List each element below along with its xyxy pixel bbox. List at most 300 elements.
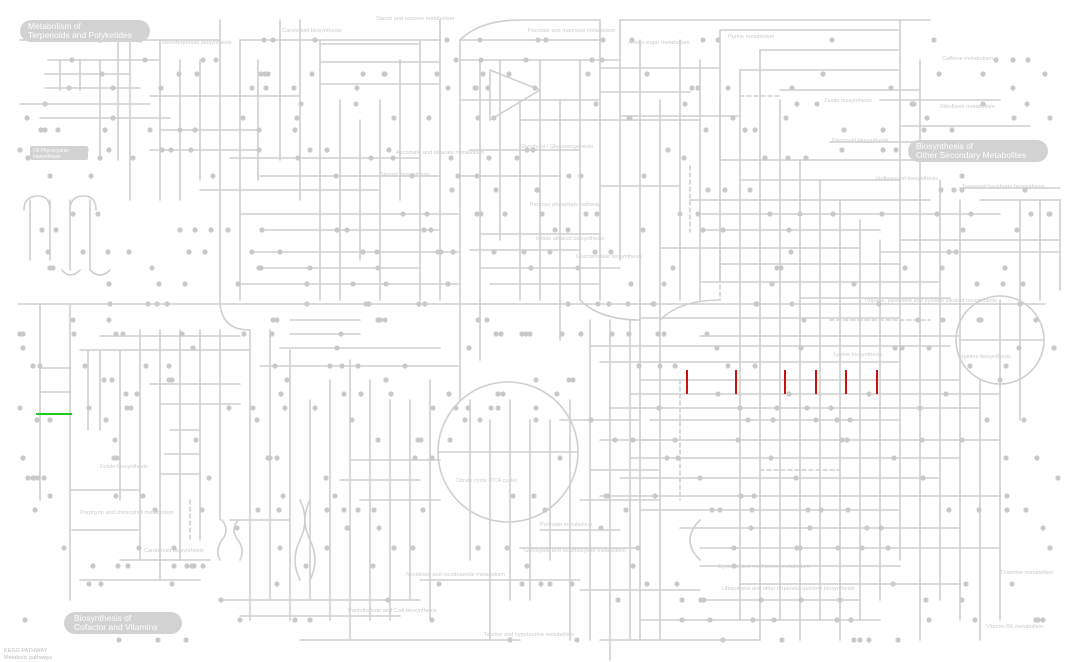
compound-node[interactable] <box>762 155 767 160</box>
compound-node[interactable] <box>626 331 631 336</box>
compound-node[interactable] <box>984 417 989 422</box>
compound-node[interactable] <box>786 227 791 232</box>
compound-node[interactable] <box>559 331 564 336</box>
compound-node[interactable] <box>125 563 130 568</box>
compound-node[interactable] <box>303 563 308 568</box>
compound-node[interactable] <box>261 37 266 42</box>
compound-node[interactable] <box>835 545 840 550</box>
compound-node[interactable] <box>1033 317 1038 322</box>
compound-node[interactable] <box>333 173 338 178</box>
compound-node[interactable] <box>199 507 204 512</box>
compound-node[interactable] <box>453 57 458 62</box>
compound-node[interactable] <box>963 581 968 586</box>
compound-node[interactable] <box>32 507 37 512</box>
compound-node[interactable] <box>450 249 455 254</box>
compound-node[interactable] <box>486 155 491 160</box>
compound-node[interactable] <box>578 331 583 336</box>
compound-node[interactable] <box>45 249 50 254</box>
compound-node[interactable] <box>839 147 844 152</box>
compound-node[interactable] <box>1055 475 1060 480</box>
compound-node[interactable] <box>262 71 267 76</box>
compound-node[interactable] <box>200 563 205 568</box>
compound-node[interactable] <box>106 281 111 286</box>
compound-node[interactable] <box>176 71 181 76</box>
pathway-label[interactable]: Carotenoid biosynthesis <box>144 548 204 554</box>
compound-node[interactable] <box>844 437 849 442</box>
compound-node[interactable] <box>725 85 730 90</box>
compound-node[interactable] <box>475 115 480 120</box>
compound-node[interactable] <box>566 173 571 178</box>
compound-node[interactable] <box>41 475 46 480</box>
compound-node[interactable] <box>291 85 296 90</box>
compound-node[interactable] <box>17 147 22 152</box>
compound-node[interactable] <box>630 437 635 442</box>
compound-node[interactable] <box>972 617 977 622</box>
compound-node[interactable] <box>594 211 599 216</box>
compound-node[interactable] <box>892 345 897 350</box>
compound-node[interactable] <box>644 71 649 76</box>
pathway-label[interactable]: Citrate cycle (TCA cycle) <box>456 478 518 484</box>
compound-node[interactable] <box>17 405 22 410</box>
compound-node[interactable] <box>169 377 174 382</box>
compound-node[interactable] <box>583 211 588 216</box>
compound-node[interactable] <box>1004 493 1009 498</box>
pathway-label[interactable]: Glyoxylate and dicarboxylate metabolism <box>524 548 626 554</box>
compound-node[interactable] <box>156 281 161 286</box>
compound-node[interactable] <box>447 437 452 442</box>
compound-node[interactable] <box>350 281 355 286</box>
compound-node[interactable] <box>182 281 187 286</box>
compound-node[interactable] <box>366 301 371 306</box>
compound-node[interactable] <box>38 127 43 132</box>
compound-node[interactable] <box>976 507 981 512</box>
compound-node[interactable] <box>334 227 339 232</box>
compound-node[interactable] <box>655 331 660 336</box>
compound-node[interactable] <box>272 363 277 368</box>
compound-node[interactable] <box>1017 301 1022 306</box>
compound-node[interactable] <box>20 331 25 336</box>
compound-node[interactable] <box>304 281 309 286</box>
compound-node[interactable] <box>354 85 359 90</box>
compound-node[interactable] <box>123 391 128 396</box>
pathway-label[interactable]: Ascorbate and aldarate metabolism <box>396 150 484 156</box>
compound-node[interactable] <box>368 155 373 160</box>
compound-node[interactable] <box>190 345 195 350</box>
compound-node[interactable] <box>895 637 900 642</box>
compound-node[interactable] <box>834 417 839 422</box>
compound-node[interactable] <box>410 545 415 550</box>
compound-node[interactable] <box>738 493 743 498</box>
compound-node[interactable] <box>80 249 85 254</box>
compound-node[interactable] <box>1002 265 1007 270</box>
pathway-label[interactable]: Carotenoid biosynthesis <box>282 28 342 34</box>
compound-node[interactable] <box>866 637 871 642</box>
compound-node[interactable] <box>376 525 381 530</box>
compound-node[interactable] <box>140 493 145 498</box>
compound-node[interactable] <box>126 249 131 254</box>
compound-node[interactable] <box>115 563 120 568</box>
compound-node[interactable] <box>939 265 944 270</box>
compound-node[interactable] <box>353 101 358 106</box>
compound-node[interactable] <box>715 391 720 396</box>
compound-node[interactable] <box>807 525 812 530</box>
compound-node[interactable] <box>783 115 788 120</box>
compound-node[interactable] <box>22 617 27 622</box>
compound-node[interactable] <box>538 581 543 586</box>
compound-node[interactable] <box>102 127 107 132</box>
compound-node[interactable] <box>386 147 391 152</box>
compound-node[interactable] <box>478 211 483 216</box>
compound-node[interactable] <box>554 391 559 396</box>
compound-node[interactable] <box>110 115 115 120</box>
compound-node[interactable] <box>770 417 775 422</box>
compound-node[interactable] <box>1014 227 1019 232</box>
compound-node[interactable] <box>612 437 617 442</box>
compound-node[interactable] <box>943 391 948 396</box>
compound-node[interactable] <box>177 127 182 132</box>
compound-node[interactable] <box>277 249 282 254</box>
pathway-label[interactable]: Terpenoid backbone biosynthesis <box>962 184 1045 190</box>
compound-node[interactable] <box>767 211 772 216</box>
pathway-label[interactable]: Riboflavin metabolism <box>940 104 995 110</box>
compound-node[interactable] <box>682 101 687 106</box>
compound-node[interactable] <box>324 147 329 152</box>
compound-node[interactable] <box>179 331 184 336</box>
compound-node[interactable] <box>665 147 670 152</box>
compound-node[interactable] <box>814 101 819 106</box>
compound-node[interactable] <box>256 265 261 270</box>
compound-node[interactable] <box>804 405 809 410</box>
compound-node[interactable] <box>1003 363 1008 368</box>
compound-node[interactable] <box>20 345 25 350</box>
pathway-label[interactable]: Folate biosynthesis <box>100 464 148 470</box>
compound-node[interactable] <box>709 507 714 512</box>
compound-node[interactable] <box>603 493 608 498</box>
compound-node[interactable] <box>177 227 182 232</box>
compound-node[interactable] <box>751 493 756 498</box>
compound-node[interactable] <box>974 281 979 286</box>
compound-node[interactable] <box>786 391 791 396</box>
compound-node[interactable] <box>599 57 604 62</box>
compound-node[interactable] <box>569 581 574 586</box>
pathway-label[interactable]: Purine metabolism <box>728 34 775 40</box>
compound-node[interactable] <box>1047 211 1052 216</box>
compound-node[interactable] <box>412 455 417 460</box>
compound-node[interactable] <box>206 475 211 480</box>
compound-node[interactable] <box>959 597 964 602</box>
compound-node[interactable] <box>130 155 135 160</box>
compound-node[interactable] <box>61 545 66 550</box>
compound-node[interactable] <box>1003 455 1008 460</box>
compound-node[interactable] <box>661 281 666 286</box>
compound-node[interactable] <box>307 147 312 152</box>
compound-node[interactable] <box>124 405 129 410</box>
compound-node[interactable] <box>250 405 255 410</box>
compound-node[interactable] <box>495 391 500 396</box>
compound-node[interactable] <box>383 377 388 382</box>
compound-node[interactable] <box>725 363 730 368</box>
compound-node[interactable] <box>226 405 231 410</box>
compound-node[interactable] <box>110 85 115 90</box>
compound-node[interactable] <box>143 363 148 368</box>
compound-node[interactable] <box>731 545 736 550</box>
compound-node[interactable] <box>552 227 557 232</box>
pathway-label[interactable]: Thiamine metabolism <box>1000 570 1054 576</box>
compound-node[interactable] <box>349 417 354 422</box>
compound-node[interactable] <box>70 317 75 322</box>
compound-node[interactable] <box>949 127 954 132</box>
compound-node[interactable] <box>307 617 312 622</box>
compound-node[interactable] <box>1028 211 1033 216</box>
compound-node[interactable] <box>695 85 700 90</box>
compound-node[interactable] <box>168 147 173 152</box>
compound-node[interactable] <box>717 507 722 512</box>
compound-node[interactable] <box>598 525 603 530</box>
compound-node[interactable] <box>794 101 799 106</box>
compound-node[interactable] <box>449 187 454 192</box>
compound-node[interactable] <box>477 37 482 42</box>
compound-node[interactable] <box>34 417 39 422</box>
compound-node[interactable] <box>284 377 289 382</box>
compound-node[interactable] <box>462 417 467 422</box>
compound-node[interactable] <box>758 597 763 602</box>
compound-node[interactable] <box>539 211 544 216</box>
compound-node[interactable] <box>186 249 191 254</box>
pathway-label[interactable]: Fructose and mannose metabolism <box>528 28 616 34</box>
compound-node[interactable] <box>644 581 649 586</box>
compound-node[interactable] <box>715 37 720 42</box>
compound-node[interactable] <box>841 127 846 132</box>
compound-node[interactable] <box>493 187 498 192</box>
compound-node[interactable] <box>1033 617 1038 622</box>
compound-node[interactable] <box>390 155 395 160</box>
compound-node[interactable] <box>589 57 594 62</box>
pathway-label[interactable]: Indole alkaloid biosynthesis <box>536 236 605 242</box>
compound-node[interactable] <box>134 391 139 396</box>
compound-node[interactable] <box>566 377 571 382</box>
compound-node[interactable] <box>917 405 922 410</box>
compound-node[interactable] <box>737 405 742 410</box>
compound-node[interactable] <box>488 405 493 410</box>
compound-node[interactable] <box>391 545 396 550</box>
compound-node[interactable] <box>416 301 421 306</box>
compound-node[interactable] <box>839 437 844 442</box>
pathway-label[interactable]: Amino sugar metabolism <box>628 40 690 46</box>
compound-node[interactable] <box>920 475 925 480</box>
compound-node[interactable] <box>848 617 853 622</box>
compound-node[interactable] <box>42 101 47 106</box>
compound-node[interactable] <box>1051 345 1056 350</box>
compound-node[interactable] <box>292 617 297 622</box>
compound-node[interactable] <box>158 85 163 90</box>
pathway-label[interactable]: Pantothenate and CoA biosynthesis <box>348 608 437 614</box>
pathway-label[interactable]: Caffeine metabolism <box>942 56 993 62</box>
compound-node[interactable] <box>960 227 965 232</box>
compound-node[interactable] <box>70 211 75 216</box>
compound-node[interactable] <box>661 331 666 336</box>
compound-node[interactable] <box>847 417 852 422</box>
compound-node[interactable] <box>934 211 939 216</box>
compound-node[interactable] <box>890 581 895 586</box>
compound-node[interactable] <box>292 127 297 132</box>
compound-node[interactable] <box>278 391 283 396</box>
compound-node[interactable] <box>720 227 725 232</box>
compound-node[interactable] <box>225 227 230 232</box>
compound-node[interactable] <box>375 265 380 270</box>
compound-node[interactable] <box>37 363 42 368</box>
compound-node[interactable] <box>309 71 314 76</box>
compound-node[interactable] <box>202 249 207 254</box>
compound-node[interactable] <box>829 37 834 42</box>
compound-node[interactable] <box>473 85 478 90</box>
compound-node[interactable] <box>967 363 972 368</box>
compound-node[interactable] <box>609 331 614 336</box>
compound-node[interactable] <box>742 127 747 132</box>
compound-node[interactable] <box>478 57 483 62</box>
compound-node[interactable] <box>30 363 35 368</box>
compound-node[interactable] <box>274 455 279 460</box>
compound-node[interactable] <box>263 85 268 90</box>
compound-node[interactable] <box>24 115 29 120</box>
compound-node[interactable] <box>47 265 52 270</box>
compound-node[interactable] <box>334 345 339 350</box>
compound-node[interactable] <box>519 581 524 586</box>
compound-node[interactable] <box>1010 85 1015 90</box>
compound-node[interactable] <box>445 281 450 286</box>
pathway-label[interactable]: Isoflavonoid biosynthesis <box>876 176 939 182</box>
compound-node[interactable] <box>324 545 329 550</box>
compound-node[interactable] <box>859 545 864 550</box>
compound-node[interactable] <box>86 581 91 586</box>
compound-node[interactable] <box>595 301 600 306</box>
compound-node[interactable] <box>360 249 365 254</box>
compound-node[interactable] <box>700 227 705 232</box>
compound-node[interactable] <box>705 187 710 192</box>
compound-node[interactable] <box>722 187 727 192</box>
compound-node[interactable] <box>547 249 552 254</box>
compound-node[interactable] <box>147 127 152 132</box>
compound-node[interactable] <box>834 617 839 622</box>
compound-node[interactable] <box>249 249 254 254</box>
compound-node[interactable] <box>188 147 193 152</box>
compound-node[interactable] <box>47 417 52 422</box>
compound-node[interactable] <box>327 363 332 368</box>
compound-node[interactable] <box>183 637 188 642</box>
compound-node[interactable] <box>466 345 471 350</box>
compound-node[interactable] <box>797 211 802 216</box>
compound-node[interactable] <box>778 265 783 270</box>
compound-node[interactable] <box>911 101 916 106</box>
compound-node[interactable] <box>438 249 443 254</box>
compound-node[interactable] <box>720 637 725 642</box>
compound-node[interactable] <box>90 563 95 568</box>
compound-node[interactable] <box>294 115 299 120</box>
compound-node[interactable] <box>1047 545 1052 550</box>
compound-node[interactable] <box>97 155 102 160</box>
pathway-label[interactable]: Glucosinolate biosynthesis <box>576 254 643 260</box>
compound-node[interactable] <box>514 155 519 160</box>
compound-node[interactable] <box>788 249 793 254</box>
compound-node[interactable] <box>628 281 633 286</box>
compound-node[interactable] <box>801 317 806 322</box>
compound-node[interactable] <box>355 363 360 368</box>
compound-node[interactable] <box>234 525 239 530</box>
compound-node[interactable] <box>588 417 593 422</box>
compound-node[interactable] <box>752 127 757 132</box>
compound-node[interactable] <box>657 363 662 368</box>
compound-node[interactable] <box>213 57 218 62</box>
compound-node[interactable] <box>256 147 261 152</box>
compound-node[interactable] <box>749 507 754 512</box>
compound-node[interactable] <box>533 377 538 382</box>
compound-node[interactable] <box>959 437 964 442</box>
compound-node[interactable] <box>338 331 343 336</box>
compound-node[interactable] <box>274 581 279 586</box>
compound-node[interactable] <box>31 475 36 480</box>
pathway-label[interactable]: Vitamin B6 metabolism <box>986 624 1044 630</box>
compound-node[interactable] <box>656 405 661 410</box>
compound-node[interactable] <box>951 187 956 192</box>
small-label-box[interactable] <box>30 146 88 160</box>
compound-node[interactable] <box>448 155 453 160</box>
compound-node[interactable] <box>383 281 388 286</box>
compound-node[interactable] <box>106 317 111 322</box>
compound-node[interactable] <box>798 597 803 602</box>
compound-node[interactable] <box>606 301 611 306</box>
compound-node[interactable] <box>495 405 500 410</box>
compound-node[interactable] <box>703 127 708 132</box>
compound-node[interactable] <box>851 281 856 286</box>
compound-node[interactable] <box>1010 57 1015 62</box>
pathway-label[interactable]: Lysine biosynthesis <box>834 352 883 358</box>
compound-node[interactable] <box>120 331 125 336</box>
category-secondary-metabolites[interactable] <box>908 140 1048 162</box>
compound-node[interactable] <box>103 417 108 422</box>
category-cofactor-vitamins[interactable] <box>64 612 182 634</box>
compound-node[interactable] <box>851 637 856 642</box>
compound-node[interactable] <box>374 249 379 254</box>
compound-node[interactable] <box>641 173 646 178</box>
compound-node[interactable] <box>445 85 450 90</box>
compound-node[interactable] <box>298 101 303 106</box>
compound-node[interactable] <box>681 155 686 160</box>
compound-node[interactable] <box>475 545 480 550</box>
compound-node[interactable] <box>493 331 498 336</box>
compound-node[interactable] <box>523 57 528 62</box>
compound-node[interactable] <box>332 493 337 498</box>
compound-node[interactable] <box>465 405 470 410</box>
compound-node[interactable] <box>304 301 309 306</box>
compound-node[interactable] <box>615 597 620 602</box>
compound-node[interactable] <box>371 507 376 512</box>
compound-node[interactable] <box>675 455 680 460</box>
compound-node[interactable] <box>277 545 282 550</box>
compound-node[interactable] <box>789 85 794 90</box>
compound-node[interactable] <box>355 507 360 512</box>
compound-node[interactable] <box>498 331 503 336</box>
compound-node[interactable] <box>679 597 684 602</box>
compound-node[interactable] <box>421 227 426 232</box>
compound-node[interactable] <box>803 155 808 160</box>
compound-node[interactable] <box>828 405 833 410</box>
compound-node[interactable] <box>426 115 431 120</box>
pathway-label[interactable]: Tropane, piperidine and pyridine alkaloid biosynthesis <box>864 298 997 304</box>
compound-node[interactable] <box>241 331 246 336</box>
compound-node[interactable] <box>651 301 656 306</box>
compound-node[interactable] <box>1011 115 1016 120</box>
compound-node[interactable] <box>159 147 164 152</box>
compound-node[interactable] <box>25 475 30 480</box>
